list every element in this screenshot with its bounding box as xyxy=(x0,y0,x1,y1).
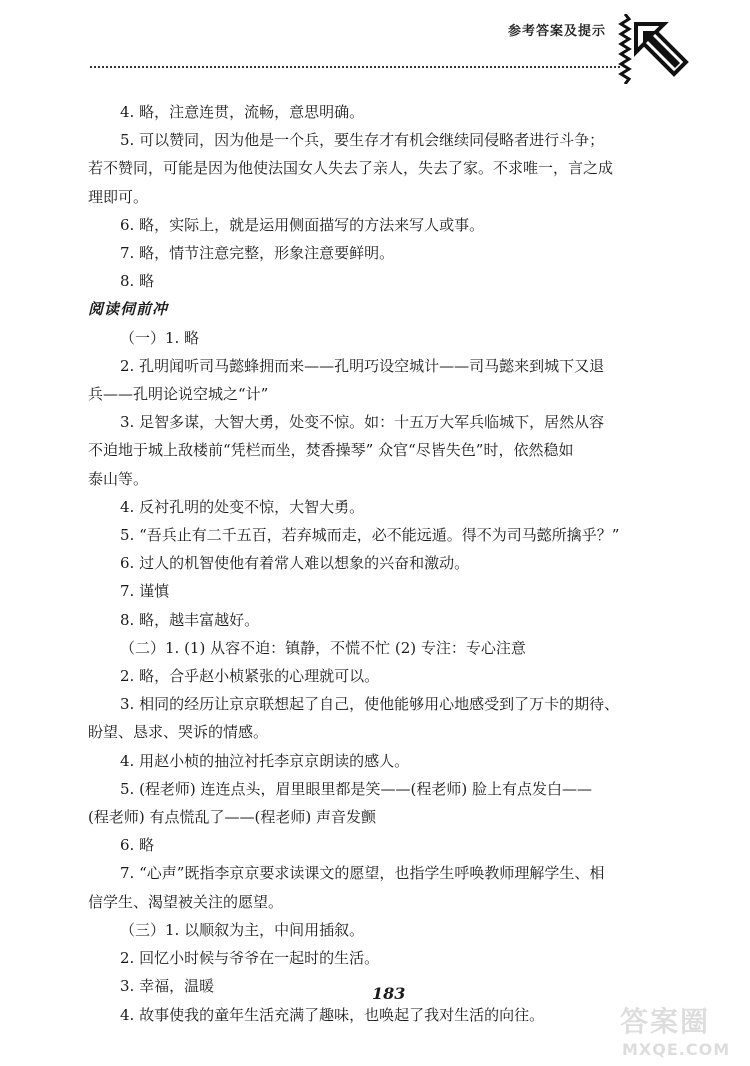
text-line: 7. 略，情节注意完整，形象注意要鲜明。 xyxy=(120,244,395,263)
text-line: 信学生、渴望被关注的愿望。 xyxy=(88,892,284,911)
text-line: 4. 故事使我的童年生活充满了趣味，也唤起了我对生活的向往。 xyxy=(120,1005,545,1024)
text-line: （三）1. 以顺叙为主，中间用插叙。 xyxy=(120,920,365,939)
squiggle-divider-icon xyxy=(618,14,632,84)
text-line: 6. 略 xyxy=(120,836,155,855)
watermark-brand: 答案圈 xyxy=(620,1005,711,1038)
text-line: （一）1. 略 xyxy=(120,328,200,347)
text-line: （二）1. (1) 从容不迫：镇静，不慌不忙 (2) 专注：专心注意 xyxy=(120,638,526,657)
text-line: 3. 相同的经历让京京联想起了自己，使他能够用心地感受到了万卡的期待、 xyxy=(120,695,620,714)
text-line: 6. 略，实际上，就是运用侧面描写的方法来写人或事。 xyxy=(120,215,485,234)
answer-text-block xyxy=(88,98,698,1029)
text-line: 4. 略，注意连贯，流畅，意思明确。 xyxy=(120,103,365,121)
watermark-site: MXQE.COM xyxy=(622,1040,731,1059)
text-line: 泰山等。 xyxy=(88,469,149,488)
text-line: 4. 反衬孔明的处变不惊，大智大勇。 xyxy=(120,497,365,516)
text-line: 5. “吾兵止有二千五百，若弃城而走，必不能远遁。得不为司马懿所擒乎？” xyxy=(120,526,620,545)
text-line: 8. 略 xyxy=(120,272,155,291)
text-line: 不迫地于城上敌楼前“凭栏而坐，焚香操琴” 众官“尽皆失色”时，依然稳如 xyxy=(88,441,574,460)
text-line: 2. 回忆小时候与爷爷在一起时的生活。 xyxy=(120,949,380,968)
text-line: 2. 略，合乎赵小桢紧张的心理就可以。 xyxy=(120,667,380,686)
text-line: 8. 略，越丰富越好。 xyxy=(120,610,260,629)
text-line: 若不赞同，可能是因为他使法国女人失去了亲人，失去了家。不求唯一，言之成 xyxy=(88,159,614,178)
text-line: 2. 孔明闻听司马懿蜂拥而来——孔明巧设空城计——司马懿来到城下又退 xyxy=(120,356,605,375)
text-line: 理即可。 xyxy=(88,187,149,206)
text-line: 7. 谨慎 xyxy=(120,582,170,601)
text-line: (程老师) 有点慌乱了——(程老师) 声音发颤 xyxy=(88,808,376,827)
text-line: 5. (程老师) 连连点头，眉里眼里都是笑——(程老师) 脸上有点发白—— xyxy=(120,779,593,798)
watermark-logo xyxy=(618,1000,746,1062)
page-number: 183 xyxy=(372,984,406,1003)
text-line: 兵——孔明论说空城之“计” xyxy=(88,385,269,404)
text-line: 5. 可以赞同，因为他是一个兵，要生存才有机会继续同侵略者进行斗争； xyxy=(120,131,605,150)
text-line: 4. 用赵小桢的抽泣衬托李京京朗读的感人。 xyxy=(120,751,410,770)
section-title: 阅读伺前冲 xyxy=(88,300,169,319)
text-line: 盼望、恳求、哭诉的情感。 xyxy=(88,723,269,742)
text-line: 3. 足智多谋，大智大勇，处变不惊。如：十五万大军兵临城下，居然从容 xyxy=(120,413,605,432)
text-line: 3. 幸福，温暖 xyxy=(120,977,215,996)
header-divider xyxy=(90,66,620,68)
arrow-icon xyxy=(634,22,690,78)
text-line: 6. 过人的机智使他有着常人难以想象的兴奋和激动。 xyxy=(120,554,470,573)
text-line: 7. “心声”既指李京京要求读课文的愿望，也指学生呼唤教师理解学生、相 xyxy=(120,864,605,883)
header-title: 参考答案及提示 xyxy=(508,24,607,39)
